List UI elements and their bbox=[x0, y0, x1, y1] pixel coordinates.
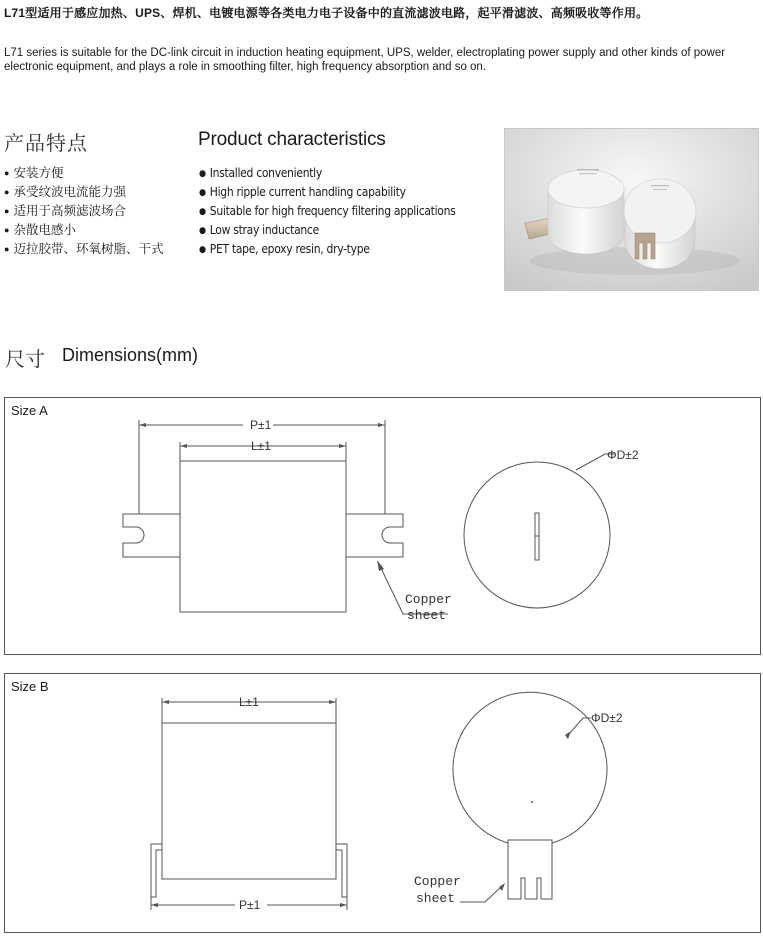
intro-text-english: L71 series is suitable for the DC-link circuit in induction heating equipment, UPS, welder, electroplating power supply and other kinds of power electronic equipment, and plays a role in smoothing filter, high frequency absorption and so on. bbox=[4, 47, 726, 73]
feature-item-en: ● Installed conveniently bbox=[199, 164, 455, 183]
size-b-p-dimension: P±1 bbox=[239, 898, 261, 912]
features-list-english bbox=[199, 164, 455, 259]
intro-text-chinese: L71型适用于感应加热、UPS、焊机、电镀电源等各类电力电子设备中的直流滤波电路，起平滑滤波、高频吸收等作用。 bbox=[4, 6, 649, 20]
size-a-p-dimension: P±1 bbox=[250, 418, 272, 432]
feature-item-cn: ● 杂散电感小 bbox=[4, 220, 163, 239]
size-b-label: Size B bbox=[11, 679, 49, 694]
size-a-l-dimension: L±1 bbox=[251, 439, 271, 453]
size-a-d-dimension: ΦD±2 bbox=[607, 448, 639, 462]
size-b-copper-label: Copper bbox=[414, 874, 461, 889]
feature-item-en: ● Low stray inductance bbox=[199, 221, 455, 240]
size-a-label: Size A bbox=[11, 403, 48, 418]
feature-item-cn: ● 安装方便 bbox=[4, 163, 163, 182]
feature-item-en: ● Suitable for high frequency filtering applications bbox=[199, 202, 455, 221]
features-list-chinese bbox=[4, 163, 163, 258]
feature-item-cn: ● 承受纹波电流能力强 bbox=[4, 182, 163, 201]
size-a-sheet-label: sheet bbox=[407, 608, 447, 623]
size-b-sheet-label: sheet bbox=[416, 891, 456, 906]
feature-item-en: ● PET tape, epoxy resin, dry-type bbox=[199, 240, 455, 259]
size-a-drawing bbox=[5, 398, 762, 656]
size-b-drawing-panel bbox=[4, 673, 761, 933]
feature-item-cn: ● 迈拉胶带、环氧树脂、干式 bbox=[4, 239, 163, 258]
size-b-l-dimension: L±1 bbox=[239, 695, 259, 709]
features-title-english: Product characteristics bbox=[198, 129, 386, 150]
size-b-drawing bbox=[5, 674, 762, 934]
dimensions-title-chinese: 尺寸 bbox=[5, 347, 45, 371]
size-b-d-dimension: ΦD±2 bbox=[591, 711, 623, 725]
features-title-chinese: 产品特点 bbox=[4, 131, 88, 155]
size-a-drawing-panel bbox=[4, 397, 761, 655]
capacitor-product-photo bbox=[504, 128, 759, 291]
feature-item-cn: ● 适用于高频滤波场合 bbox=[4, 201, 163, 220]
feature-item-en: ● High ripple current handling capability bbox=[199, 183, 455, 202]
dimensions-title-english: Dimensions(mm) bbox=[62, 345, 199, 365]
size-a-copper-label: Copper bbox=[405, 592, 452, 607]
